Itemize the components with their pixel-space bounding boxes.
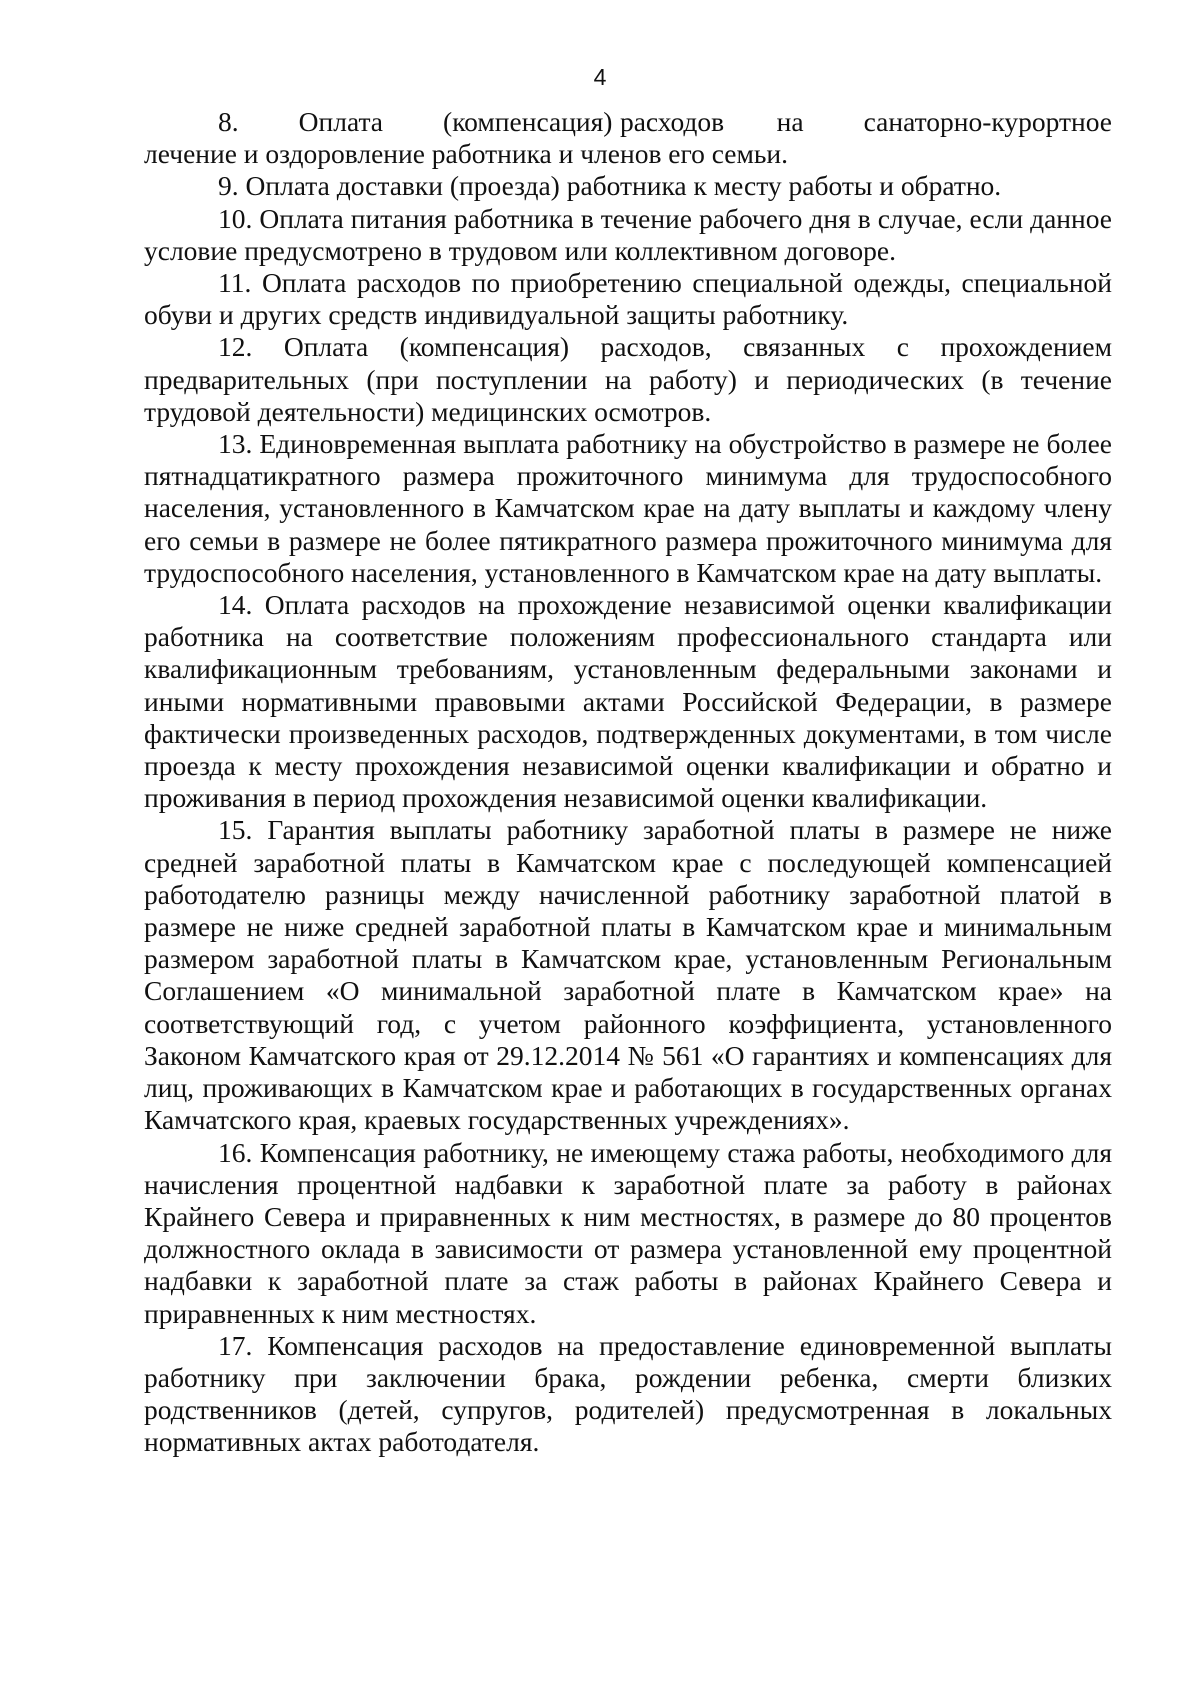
page-number: 4 [593,64,607,90]
paragraph-item-10: 10. Оплата питания работника в течение рабочего дня в случае, если данное условие предусмотрено в трудовом или коллективном договоре. [144,202,1112,266]
document-body [144,106,1112,1459]
paragraph-item-14: 14. Оплата расходов на прохождение независимой оценки квалификации работника на соответствие положениям профессионального стандарта или квалификационным требованиям, установленным федеральными законами и иными нормативными правовыми актами Российской Федерации, в размере фактически произведенных расходов, подтвержденных документами, в том числе проезда к месту прохождения независимой оценки квалификации и обратно и проживания в период прохождения независимой оценки квалификации. [144,589,1112,814]
paragraph-item-16: 16. Компенсация работнику, не имеющему стажа работы, необходимого для начисления процентной надбавки к заработной плате за работу в районах Крайнего Севера и приравненных к ним местностях, в размере до 80 процентов должностного оклада в зависимости от размера установленной ему процентной надбавки к заработной плате за стаж работы в районах Крайнего Севера и приравненных к ним местностях. [144,1136,1112,1329]
paragraph-item-11: 11. Оплата расходов по приобретению специальной одежды, специальной обуви и других средств индивидуальной защиты работнику. [144,267,1112,331]
paragraph-item-13: 13. Единовременная выплата работнику на обустройство в размере не более пятнадцатикратного размера прожиточного минимума для трудоспособного населения, установленного в Камчатском крае на дату выплаты и каждому члену его семьи в размере не более пятикратного размера прожиточного минимума для трудоспособного населения, установленного в Камчатском крае на дату выплаты. [144,428,1112,588]
paragraph-item-12: 12. Оплата (компенсация) расходов, связанных с прохождением предварительных (при поступлении на работу) и периодических (в течение трудовой деятельности) медицинских осмотров. [144,331,1112,427]
paragraph-item-17: 17. Компенсация расходов на предоставление единовременной выплаты работнику при заключении брака, рождении ребенка, смерти близких родственников (детей, супругов, родителей) предусмотренная в локальных нормативных актах работодателя. [144,1329,1112,1458]
paragraph-item-8: 8. Оплата (компенсация) расходов на санаторно-курортное лечение и оздоровление работника и членов его семьи. [144,106,1112,170]
paragraph-item-15: 15. Гарантия выплаты работнику заработной платы в размере не ниже средней заработной платы в Камчатском крае с последующей компенсацией работодателю разницы между начисленной работнику заработной платой в размере не ниже средней заработной платы в Камчатском крае и минимальным размером заработной платы в Камчатском крае, установленным Региональным Соглашением «О минимальной заработной плате в Камчатском крае» на соответствующий год, с учетом районного коэффициента, установленного Законом Камчатского края от 29.12.2014 № 561 «О гарантиях и компенсациях для лиц, проживающих в Камчатском крае и работающих в государственных органах Камчатского края, краевых государственных учреждениях». [144,814,1112,1136]
paragraph-item-9: 9. Оплата доставки (проезда) работника к месту работы и обратно. [218,170,1002,202]
